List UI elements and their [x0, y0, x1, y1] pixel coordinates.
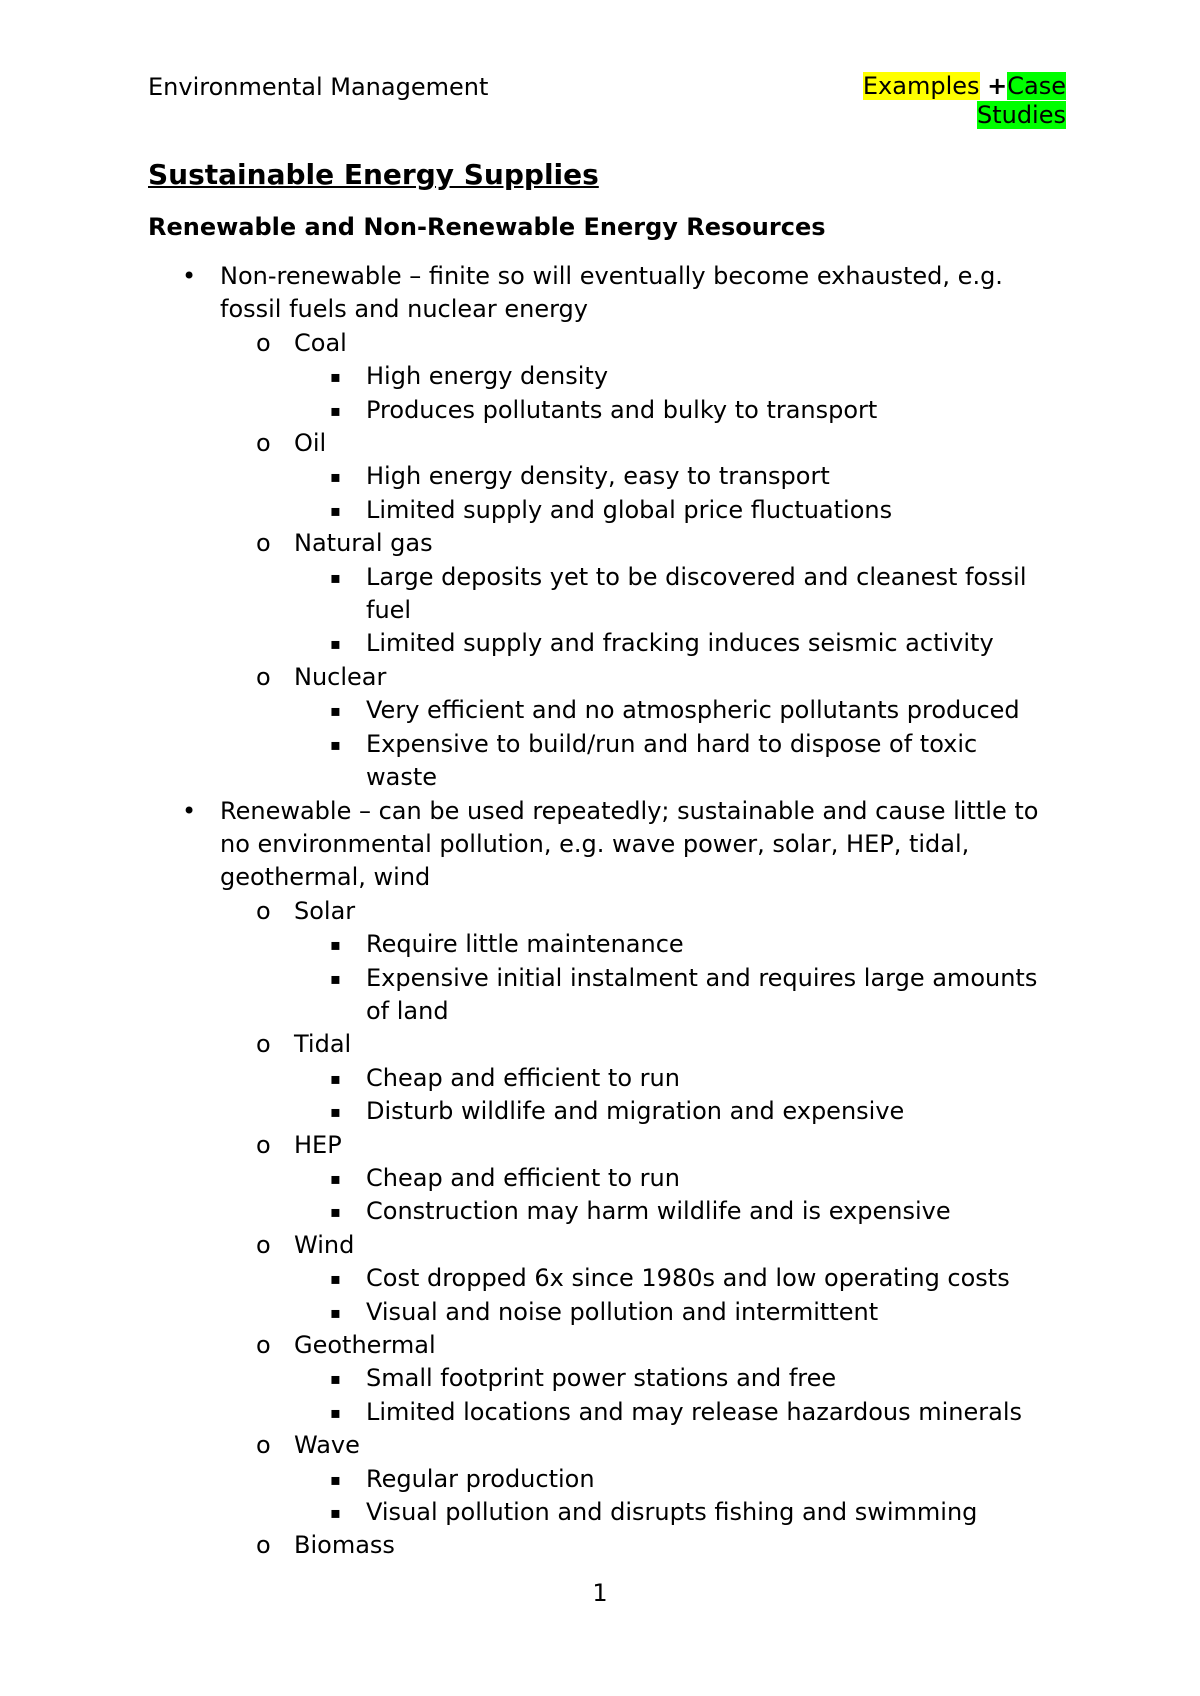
list-item-level3: [148, 1062, 1068, 1095]
list-item-level3-text: Large deposits yet to be discovered and cleanest fossil fuel: [366, 562, 1027, 625]
list-item-level3: [148, 1362, 1068, 1395]
list-item-level3: [148, 728, 1068, 795]
list-item-level3-text: Expensive to build/run and hard to dispose of toxic waste: [366, 729, 978, 792]
list-item-level3-text: Require little maintenance: [366, 930, 684, 959]
list-item-level3: [148, 561, 1068, 628]
bullet-marker-icon: •: [182, 262, 197, 290]
bullet-marker-icon: ▪: [330, 701, 341, 721]
list-item-level3-text: Limited supply and fracking induces seismic activity: [366, 629, 994, 658]
header-legend: [863, 72, 1066, 130]
list-item-level2-text: Geothermal: [294, 1331, 436, 1359]
list-item-level2: [148, 895, 1068, 928]
list-item-level3: [148, 694, 1068, 727]
bullet-marker-icon: ▪: [330, 500, 341, 520]
bullet-marker-icon: ▪: [330, 634, 341, 654]
legend-plus: +: [987, 72, 1008, 100]
bullet-marker-icon: ▪: [330, 1369, 341, 1389]
bullet-marker-icon: o: [256, 1331, 271, 1359]
page-title: Sustainable Energy Supplies: [148, 158, 599, 191]
list-item-level2-text: Natural gas: [294, 529, 433, 558]
list-item-level3-text: Visual and noise pollution and intermittent: [366, 1297, 879, 1326]
list-item-level1: [148, 795, 1068, 895]
list-item-level2: [148, 327, 1068, 360]
list-item-level2: [148, 1028, 1068, 1061]
bullet-marker-icon: ▪: [330, 567, 341, 587]
bullet-marker-icon: o: [256, 662, 271, 691]
list-item-level3: [148, 1296, 1068, 1329]
list-item-level3: [148, 460, 1068, 493]
list-item-level3: [148, 928, 1068, 961]
list-item-level3: [148, 1262, 1068, 1295]
list-item-level1-text: Non-renewable – finite so will eventually become exhausted, e.g. fossil fuels and nuclear energy: [220, 262, 1003, 324]
list-item-level2-text: Biomass: [294, 1531, 395, 1560]
bullet-marker-icon: ▪: [330, 1102, 341, 1122]
list-item-level3-text: High energy density, easy to transport: [366, 462, 830, 491]
list-item-level1-text: Renewable – can be used repeatedly; sustainable and cause little to no environmental pollution, e.g. wave power, solar, HEP, tidal, geothermal, wind: [220, 796, 1039, 892]
list-item-level2-text: HEP: [294, 1130, 342, 1159]
list-item-level3-text: Limited supply and global price fluctuations: [366, 495, 893, 524]
list-item-level3: [148, 1095, 1068, 1128]
list-item-level3: [148, 1162, 1068, 1195]
bullet-marker-icon: ▪: [330, 935, 341, 955]
bullet-marker-icon: ▪: [330, 1503, 341, 1523]
bullet-marker-icon: o: [256, 1431, 271, 1460]
list-item-level2-text: Solar: [294, 896, 356, 925]
bullet-marker-icon: ▪: [330, 367, 341, 387]
bullet-marker-icon: ▪: [330, 1402, 341, 1422]
list-item-level2-text: Nuclear: [294, 662, 387, 691]
bullet-marker-icon: ▪: [330, 467, 341, 487]
bullet-marker-icon: ▪: [330, 968, 341, 988]
list-item-level2: [148, 661, 1068, 694]
list-item-level3: [148, 494, 1068, 527]
bullet-marker-icon: o: [256, 1030, 271, 1059]
bullet-marker-icon: ▪: [330, 1168, 341, 1188]
list-item-level3: [148, 962, 1068, 1029]
legend-examples: Examples: [862, 72, 980, 100]
bullet-marker-icon: ▪: [330, 1269, 341, 1289]
section-heading: Renewable and Non-Renewable Energy Resources: [148, 213, 826, 241]
bullet-marker-icon: ▪: [330, 734, 341, 754]
list-item-level3-text: Very efficient and no atmospheric pollutants produced: [366, 696, 1020, 725]
bullet-marker-icon: o: [256, 529, 271, 558]
list-item-level3-text: Cheap and efficient to run: [366, 1163, 680, 1192]
legend-case: Case: [1007, 72, 1066, 100]
bullet-marker-icon: ▪: [330, 1469, 341, 1489]
header-course-title: Environmental Management: [148, 73, 489, 101]
bullet-marker-icon: o: [256, 328, 271, 357]
list-item-level2: [148, 1229, 1068, 1262]
bullet-marker-icon: ▪: [330, 400, 341, 420]
list-item-level3-text: Cost dropped 6x since 1980s and low operating costs: [366, 1264, 1010, 1293]
list-item-level2: [148, 427, 1068, 460]
bullet-marker-icon: o: [256, 429, 271, 458]
list-item-level2-text: Coal: [294, 328, 347, 357]
list-item-level3-text: Disturb wildlife and migration and expensive: [366, 1097, 905, 1126]
list-item-level3-text: Limited locations and may release hazardous minerals: [366, 1397, 1023, 1426]
list-item-level3-text: Cheap and efficient to run: [366, 1063, 680, 1092]
list-item-level3: [148, 1396, 1068, 1429]
page-number: 1: [592, 1579, 608, 1607]
bullet-marker-icon: •: [182, 796, 197, 825]
list-item-level3: [148, 394, 1068, 427]
list-item-level3-text: Expensive initial instalment and requires large amounts of land: [366, 963, 1038, 1025]
list-item-level2: [148, 1429, 1068, 1462]
bullet-outline: [148, 260, 1068, 1563]
list-item-level2: [148, 527, 1068, 560]
bullet-marker-icon: ▪: [330, 1202, 341, 1222]
list-item-level2-text: Wave: [294, 1431, 360, 1460]
list-item-level1: [148, 260, 1068, 327]
list-item-level2-text: Tidal: [294, 1030, 352, 1059]
list-item-level2-text: Oil: [294, 429, 327, 458]
list-item-level2-text: Wind: [294, 1230, 355, 1259]
bullet-marker-icon: ▪: [330, 1068, 341, 1088]
list-item-level2: [148, 1529, 1068, 1562]
list-item-level3: [148, 627, 1068, 660]
bullet-marker-icon: o: [256, 1531, 271, 1560]
list-item-level3-text: Visual pollution and disrupts fishing and swimming: [366, 1498, 978, 1527]
list-item-level2: [148, 1129, 1068, 1162]
bullet-marker-icon: o: [256, 1230, 271, 1259]
bullet-marker-icon: o: [256, 1130, 271, 1159]
list-item-level3-text: Construction may harm wildlife and is expensive: [366, 1197, 951, 1226]
list-item-level3: [148, 1463, 1068, 1496]
list-item-level3: [148, 1496, 1068, 1529]
legend-studies: Studies: [976, 101, 1066, 129]
list-item-level3-text: Small footprint power stations and free: [366, 1364, 837, 1393]
list-item-level3: [148, 1195, 1068, 1228]
bullet-marker-icon: ▪: [330, 1302, 341, 1322]
list-item-level3-text: Regular production: [366, 1464, 595, 1493]
list-item-level3-text: Produces pollutants and bulky to transport: [366, 395, 878, 424]
bullet-marker-icon: o: [256, 896, 271, 925]
list-item-level3: [148, 360, 1068, 393]
list-item-level2: [148, 1329, 1068, 1362]
list-item-level3-text: High energy density: [366, 362, 609, 391]
